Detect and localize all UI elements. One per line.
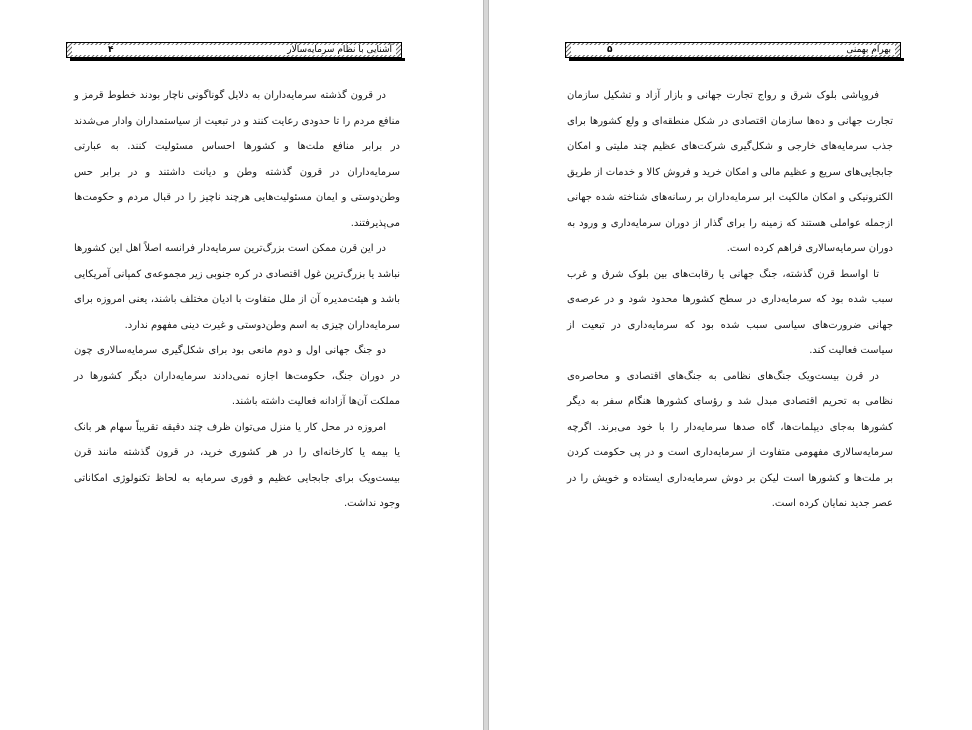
- paragraph: فروپاشی بلوک شرق و رواج تجارت جهانی و بازار آزاد و تشکیل سازمان تجارت جهانی و ده‌ها سازمان اقتصادی در شکل منطقه‌ای و ولع کشورها برای جذب سرمایه‌های خارجی و شکل‌گیری شرکت‌های عظیم چند ملیتی و امکان جابجایی‌های سریع و عظیم مالی و امکان خرید و فروش کالا و خدمات از طریق الکترونیکی و امکان مالکیت ابر سرمایه‌داران بر رسانه‌های شناخته شده جهانی ازجمله عواملی هستند که زمینه را برای گذار از دوران سرمایه‌داری و ورود به دوران سرمایه‌سالاری فراهم کرده است.: [567, 90, 893, 254]
- page-5: [488, 0, 972, 730]
- page-body: [74, 83, 400, 517]
- paragraph: در این قرن ممکن است بزرگ‌ترین سرمایه‌دار فرانسه اصلاً اهل این کشورها نباشد یا بزرگ‌ترین غول اقتصادی در کره جنوبی زیر مجموعه‌ی کمپانی آمریکایی باشد و هیئت‌مدیره آن از ملل متفاوت با ادیان مختلف باشند، یعنی امروزه برای سرمایه‌داران چیزی به اسم وطن‌دوستی و غیرت دینی مفهوم ندارد.: [74, 243, 400, 331]
- header-title: بهرام بهمنی: [846, 45, 891, 55]
- page-number: ۵: [607, 45, 613, 55]
- page-4: [0, 0, 484, 730]
- paragraph: در قرون گذشته سرمایه‌داران به دلایل گوناگونی ناچار بودند خطوط قرمز و منافع مردم را تا حدودی رعایت کنند و در تبعیت از سیاستمداران وادار می‌شدند در برابر منافع ملت‌ها و کشورها احساس مسئولیت کنند. به عبارتی سرمایه‌داران در قرون گذشته وطن و دیانت داشتند و در برابر حس وطن‌دوستی و ایمان مسئولیت‌هایی هرچند ناچیز را در قبال مردم و حکومت‌ها می‌پذیرفتند.: [74, 90, 400, 229]
- paragraph: در قرن بیست‌ویک جنگ‌های نظامی به جنگ‌های اقتصادی و محاصره‌ی نظامی به تحریم اقتصادی مبدل شد و رؤسای کشورها هنگام سفر به دیگر کشورها به‌جای دیپلمات‌ها، گاه صدها سرمایه‌دار را با خود می‌برند. اگرچه سرمایه‌سالاری مفهومی متفاوت از سرمایه‌داری است و در پی حکومت کردن بر ملت‌ها و کشورها است لیکن بر دوش سرمایه‌داری ایستاده و خویش را در عصر جدید نمایان کرده است.: [567, 370, 893, 509]
- page-header: [66, 42, 402, 58]
- page-body: [567, 83, 893, 517]
- paragraph: امروزه در محل کار یا منزل می‌توان ظرف چند دقیقه تقریباً سهام هر بانک یا بیمه یا کارخانه‌ای را در هر کشوری خرید، در قرون گذشته مانند قرن بیست‌ویک برای جابجایی عظیم و فوری سرمایه به لحاظ تکنولوژی امکاناتی وجود نداشت.: [74, 421, 400, 509]
- paragraph: تا اواسط قرن گذشته، جنگ جهانی یا رقابت‌های بین بلوک شرق و غرب سبب شده بود که سرمایه‌داری در سطح کشورها محدود شود و در عرصه‌ی جهانی ضرورت‌های سیاسی سبب شده بود که سرمایه‌داری در تبعیت از سیاست فعالیت کند.: [567, 268, 893, 356]
- page-header: [565, 42, 901, 58]
- header-title: آشنایی با نظام سرمایه‌سالار: [287, 45, 392, 55]
- page-header-inner: [72, 45, 396, 55]
- page-number: ۴: [108, 45, 114, 55]
- page-header-inner: [571, 45, 895, 55]
- paragraph: دو جنگ جهانی اول و دوم مانعی بود برای شکل‌گیری سرمایه‌سالاری چون در دوران جنگ، حکومت‌ها اجازه نمی‌دادند سرمایه‌داران دیگر کشورها در مملکت آن‌ها آزادانه فعالیت داشته باشند.: [74, 345, 400, 407]
